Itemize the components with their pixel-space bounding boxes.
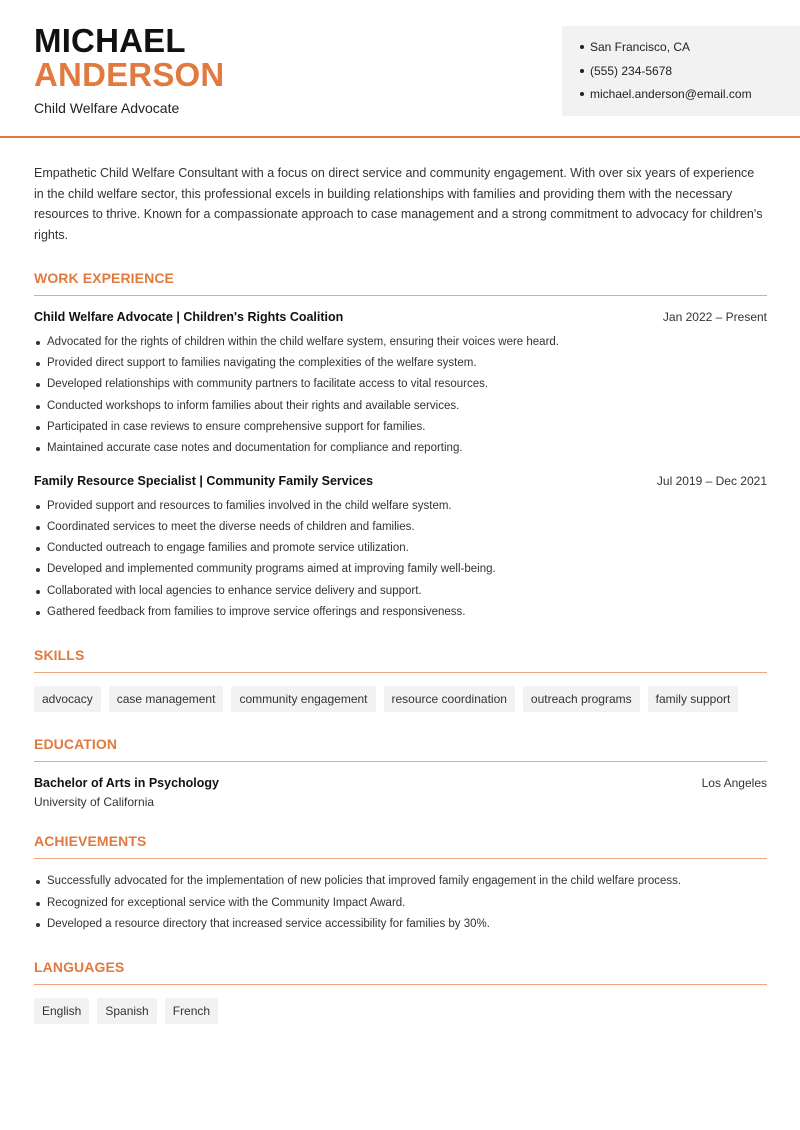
contact-phone: (555) 234-5678 (580, 63, 800, 87)
job-role: Child Welfare Advocate (34, 100, 180, 116)
list-item: Conducted outreach to engage families and promote service utilization. (34, 538, 767, 559)
list-item: Provided direct support to families navigating the complexities of the welfare system. (34, 353, 767, 374)
skill-tag: outreach programs (523, 686, 640, 712)
skill-tag: resource coordination (384, 686, 515, 712)
list-item: Participated in case reviews to ensure comprehensive support for families. (34, 417, 767, 438)
list-item: Successfully advocated for the implementation of new policies that improved family engagement in the child welfare process. (34, 871, 767, 892)
job-title: Family Resource Specialist | Community Family Services (34, 473, 374, 488)
list-item: Developed a resource directory that increased service accessibility for families by 30%. (34, 914, 767, 935)
list-item: Advocated for the rights of children within the child welfare system, ensuring their voices were heard. (34, 332, 767, 353)
edu-degree: Bachelor of Arts in Psychology (34, 776, 219, 791)
list-item: Provided support and resources to families involved in the child welfare system. (34, 496, 767, 517)
section-title-achievements: ACHIEVEMENTS (34, 833, 767, 859)
resume-header (0, 0, 800, 138)
job-entry (34, 474, 767, 624)
skill-tag: community engagement (231, 686, 375, 712)
skills-list (34, 686, 767, 712)
contact-email[interactable]: michael.anderson@email.com (580, 86, 800, 110)
achievements-list (34, 871, 767, 935)
skill-tag: advocacy (34, 686, 101, 712)
languages-list (34, 998, 767, 1024)
job-bullets (34, 496, 767, 624)
skill-tag: case management (109, 686, 224, 712)
job-title: Child Welfare Advocate | Children's Rights Coalition (34, 309, 344, 324)
job-date: Jan 2022 – Present (662, 309, 767, 324)
list-item: Developed and implemented community programs aimed at improving family well-being. (34, 559, 767, 580)
last-name: ANDERSON (34, 56, 225, 93)
list-item: Recognized for exceptional service with the Community Impact Award. (34, 893, 767, 914)
edu-location: Los Angeles (701, 776, 767, 791)
language-tag: French (165, 998, 218, 1024)
job-bullets (34, 332, 767, 460)
summary: Empathetic Child Welfare Consultant with a focus on direct service and community engagement. With over six years of experience in the child welfare sector, this professional excels in building relationships with families and providing them with the necessary resources to thrive. Known for a compassionate approach to case management and a strong commitment to advocacy for children's rights. (34, 166, 763, 243)
resume-body (34, 163, 767, 1024)
language-tag: English (34, 998, 89, 1024)
list-item: Coordinated services to meet the diverse needs of children and families. (34, 517, 767, 538)
section-title-languages: LANGUAGES (34, 959, 767, 985)
list-item: Conducted workshops to inform families about their rights and available services. (34, 396, 767, 417)
language-tag: Spanish (97, 998, 156, 1024)
contact-location: San Francisco, CA (580, 39, 800, 63)
list-item: Gathered feedback from families to improve service offerings and responsiveness. (34, 602, 767, 623)
job-date: Jul 2019 – Dec 2021 (656, 473, 767, 488)
list-item: Developed relationships with community partners to facilitate access to vital resources. (34, 374, 767, 395)
edu-school: University of California (34, 795, 155, 810)
first-name: MICHAEL (34, 22, 186, 59)
section-title-education: EDUCATION (34, 736, 767, 762)
education-entry (34, 776, 767, 809)
section-title-work: WORK EXPERIENCE (34, 270, 767, 296)
list-item: Collaborated with local agencies to enhance service delivery and support. (34, 581, 767, 602)
list-item: Maintained accurate case notes and documentation for compliance and reporting. (34, 438, 767, 459)
skill-tag: family support (648, 686, 739, 712)
job-entry (34, 310, 767, 460)
section-title-skills: SKILLS (34, 647, 767, 673)
contact-box (562, 26, 800, 116)
